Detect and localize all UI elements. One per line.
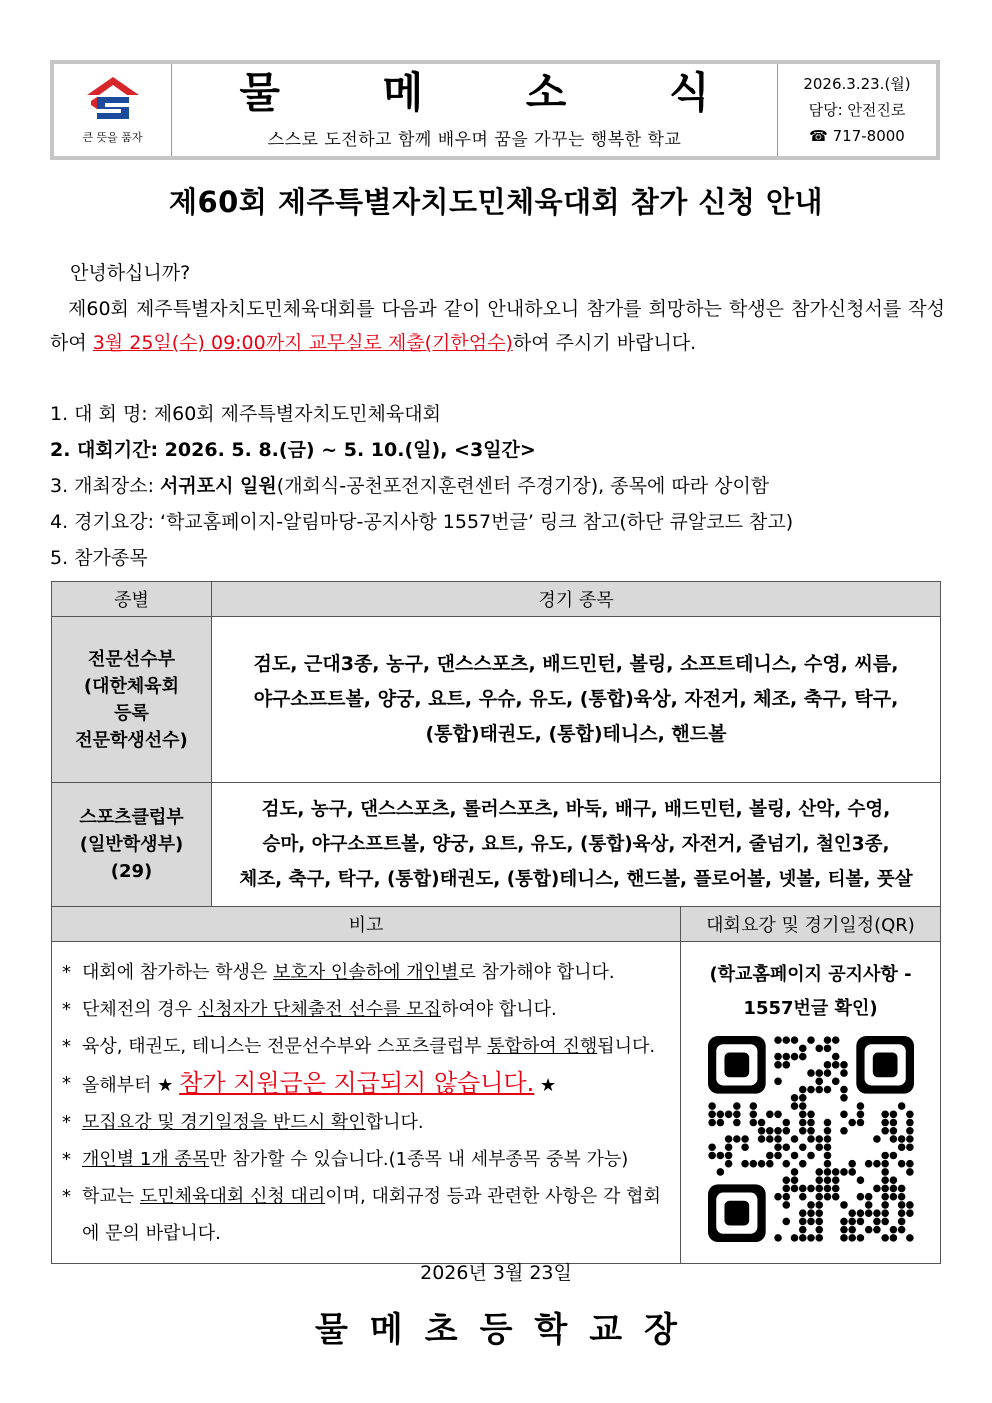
event-period: 2. 대회기간: 2026. 5. 8.(금) ~ 5. 10.(일), <3일간>: [50, 439, 536, 461]
list-item: * 올해부터 ★ 참가 지원금은 지급되지 않습니다. ★: [62, 1069, 557, 1097]
table-row: [52, 617, 941, 783]
contact-dept: 담당: 안전진로: [808, 101, 906, 119]
document-date: 2026년 3월 23일: [420, 1262, 572, 1284]
qr-caption: (학교홈페이지 공지사항 - 1557번글 확인): [709, 964, 912, 1019]
newsletter-title: 물 메 소 식: [239, 68, 754, 118]
event-name: 1. 대 회 명: 제60회 제주특별자치도민체육대회: [50, 403, 441, 425]
event-venue: 3. 개최장소: 서귀포시 일원(개회식-공천포전지훈련센터 주경기장), 종목에 따라 상이함: [50, 475, 770, 497]
page-title: 제60회 제주특별자치도민체육대회 참가 신청 안내: [168, 185, 824, 219]
category-club: 스포츠클럽부 (일반학생부) (29): [52, 783, 212, 907]
table-row: [52, 783, 941, 907]
column-header-category: 종별: [52, 582, 212, 617]
list-item: * 학교는 도민체육대회 신청 대리이며, 대회규정 등과 관련한 사항은 각 협회에 문의 바랍니다.: [62, 1186, 661, 1244]
school-logo: [54, 64, 172, 156]
notes-header: 비고: [52, 907, 681, 942]
sports-list-elite: 검도, 근대3종, 농구, 댄스스포츠, 배드민턴, 볼링, 소프트테니스, 수영, 씨름, 야구소프트볼, 양궁, 요트, 우슈, 유도, (통합)육상, 자전거, 체조, 축구, 탁구, (통합)태권도, (통합)테니스, 핸드볼: [212, 617, 941, 783]
list-item: * 모집요강 및 경기일정을 반드시 확인합니다.: [62, 1112, 424, 1133]
phone-number: ☎ 717-8000: [809, 127, 905, 145]
intro-paragraph: 제60회 제주특별자치도민체육대회를 다음과 같이 안내하오니 참가를 희망하는 학생은 참가신청서를 작성하여 3월 25일(수) 09:00까지 교무실로 제출(기한엄수)하여 주시기 바랍니다.: [50, 298, 945, 354]
qr-header: 대회요강 및 경기일정(QR): [681, 907, 941, 942]
principal-signature: 물메초등학교장: [315, 1310, 699, 1350]
list-item: * 대회에 참가하는 학생은 보호자 인솔하에 개인별로 참가해야 합니다.: [62, 962, 615, 983]
greeting: 안녕하십니까?: [70, 262, 191, 284]
event-sports-heading: 5. 참가종목: [50, 547, 148, 569]
event-info-list: [50, 396, 945, 576]
category-elite: 전문선수부 (대한체육회 등록 전문학생선수): [52, 617, 212, 783]
school-motto: 스스로 도전하고 함께 배우며 꿈을 가꾸는 행복한 학교: [267, 129, 682, 150]
sports-table: [51, 581, 941, 1264]
deadline-text: 3월 25일(수) 09:00까지 교무실로 제출(기한엄수): [92, 332, 513, 354]
sports-list-club: 검도, 농구, 댄스스포츠, 롤러스포츠, 바둑, 배구, 배드민턴, 볼링, 산악, 수영, 승마, 야구소프트볼, 양궁, 요트, 유도, (통합)육상, 자전거, 줄넘기, 철인3종, 체조, 축구, 탁구, (통합)태권도, (통합)테니스, 핸드볼, 플로어볼, 넷볼, 티볼, 풋살: [212, 783, 941, 907]
school-emblem-icon: [83, 75, 143, 125]
qr-section: [681, 942, 941, 1264]
no-subsidy-warning: 참가 지원금은 지급되지 않습니다.: [179, 1069, 535, 1097]
column-header-sports: 경기 종목: [212, 582, 941, 617]
notes-list: [52, 942, 681, 1264]
issue-date: 2026.3.23.(월): [803, 75, 911, 93]
list-item: * 개인별 1개 종목만 참가할 수 있습니다.(1종목 내 세부종목 중복 가능): [62, 1149, 629, 1170]
newsletter-banner: [50, 60, 940, 160]
list-item: * 육상, 태권도, 테니스는 전문선수부와 스포츠클럽부 통합하여 진행됩니다.: [62, 1036, 656, 1057]
logo-caption: 큰 뜻을 품자: [82, 131, 143, 144]
list-item: * 단체전의 경우 신청자가 단체출전 선수를 모집하여야 합니다.: [62, 999, 557, 1020]
event-guidelines: 4. 경기요강: ‘학교홈페이지-알림마당-공지사항 1557번글’ 링크 참고(하단 큐알코드 참고): [50, 511, 794, 533]
qr-code-icon[interactable]: [708, 1036, 914, 1242]
